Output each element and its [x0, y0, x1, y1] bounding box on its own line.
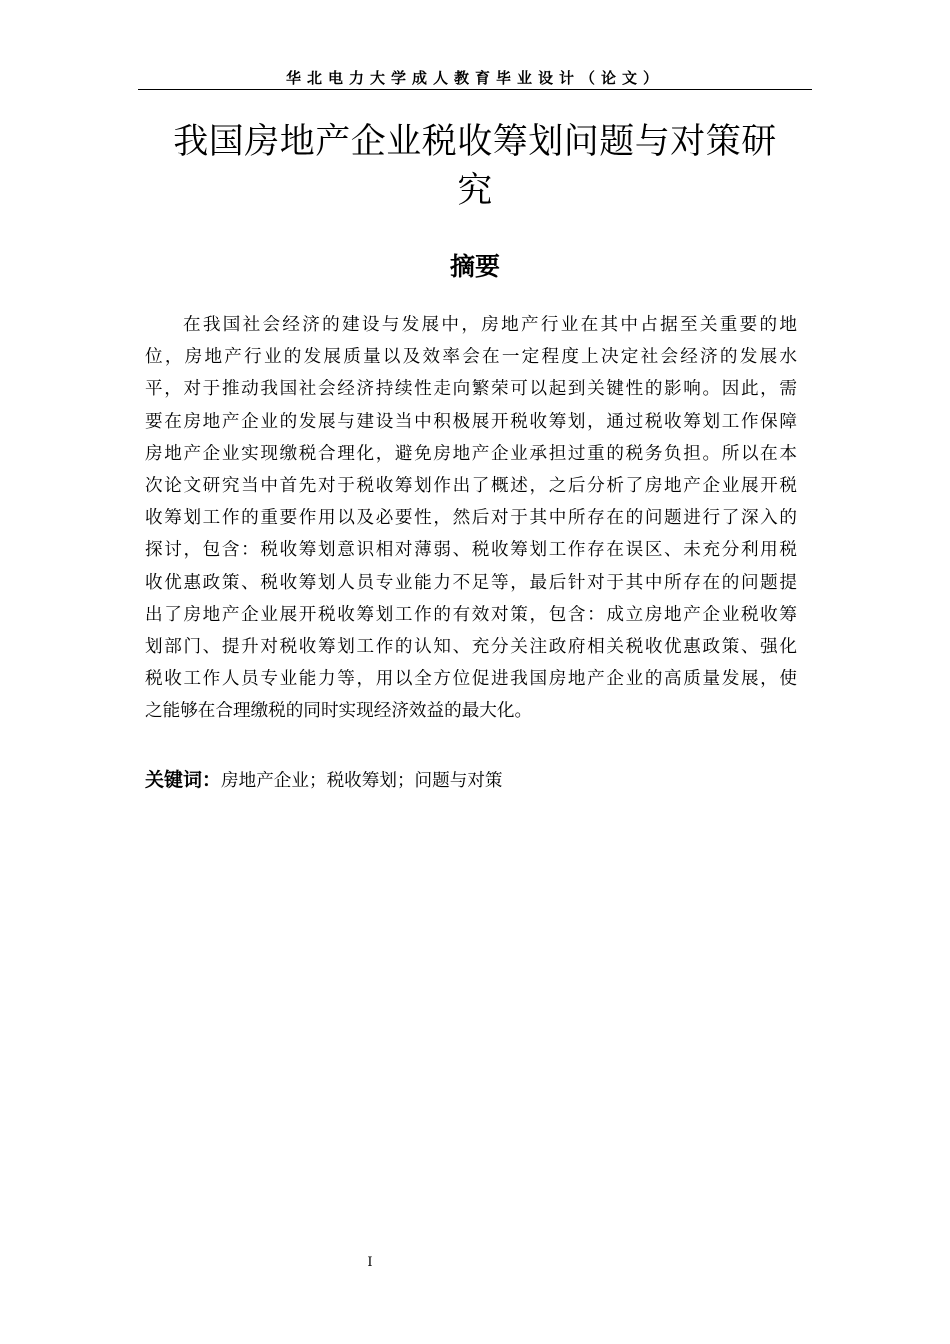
abstract-line: 收筹划工作的重要作用以及必要性，然后对于其中所存在的问题进行了深入的 [145, 508, 797, 529]
abstract-line: 平，对于推动我国社会经济持续性走向繁荣可以起到关键性的影响。因此，需 [145, 379, 797, 400]
abstract-line: 要在房地产企业的发展与建设当中积极展开税收筹划，通过税收筹划工作保障 [145, 411, 797, 432]
running-header: 华北电力大学成人教育毕业设计（论文） [285, 69, 664, 87]
keywords-value: 房地产企业；税收筹划；问题与对策 [221, 771, 503, 791]
abstract-line: 位，房地产行业的发展质量以及效率会在一定程度上决定社会经济的发展水 [145, 347, 797, 368]
paper-title-line-1: 我国房地产企业税收筹划问题与对策研 [173, 122, 777, 162]
keywords-label: 关键词： [145, 769, 222, 791]
paper-title [138, 118, 812, 216]
abstract-line: 次论文研究当中首先对于税收筹划作出了概述，之后分析了房地产企业展开税 [145, 476, 797, 497]
page-number: I [367, 1255, 373, 1270]
abstract-line: 税收工作人员专业能力等，用以全方位促进我国房地产企业的高质量发展，使 [145, 669, 797, 690]
abstract-line: 房地产企业实现缴税合理化，避免房地产企业承担过重的税务负担。所以在本 [145, 443, 797, 464]
abstract-line: 出了房地产企业展开税收筹划工作的有效对策，包含：成立房地产企业税收筹 [145, 604, 797, 625]
abstract-line: 收优惠政策、税收筹划人员专业能力不足等，最后针对于其中所存在的问题提 [145, 572, 797, 593]
abstract-line: 之能够在合理缴税的同时实现经济效益的最大化。 [145, 701, 533, 722]
header-rule [138, 89, 812, 90]
abstract-line: 探讨，包含：税收筹划意识相对薄弱、税收筹划工作存在误区、未充分利用税 [145, 540, 797, 561]
abstract-line: 划部门、提升对税收筹划工作的认知、充分关注政府相关税收优惠政策、强化 [145, 637, 797, 658]
abstract-line: 在我国社会经济的建设与发展中，房地产行业在其中占据至关重要的地 [183, 315, 797, 335]
keywords [145, 765, 805, 796]
abstract-body [145, 309, 797, 728]
abstract-heading: 摘要 [449, 252, 500, 281]
paper-title-line-2: 究 [457, 171, 493, 211]
